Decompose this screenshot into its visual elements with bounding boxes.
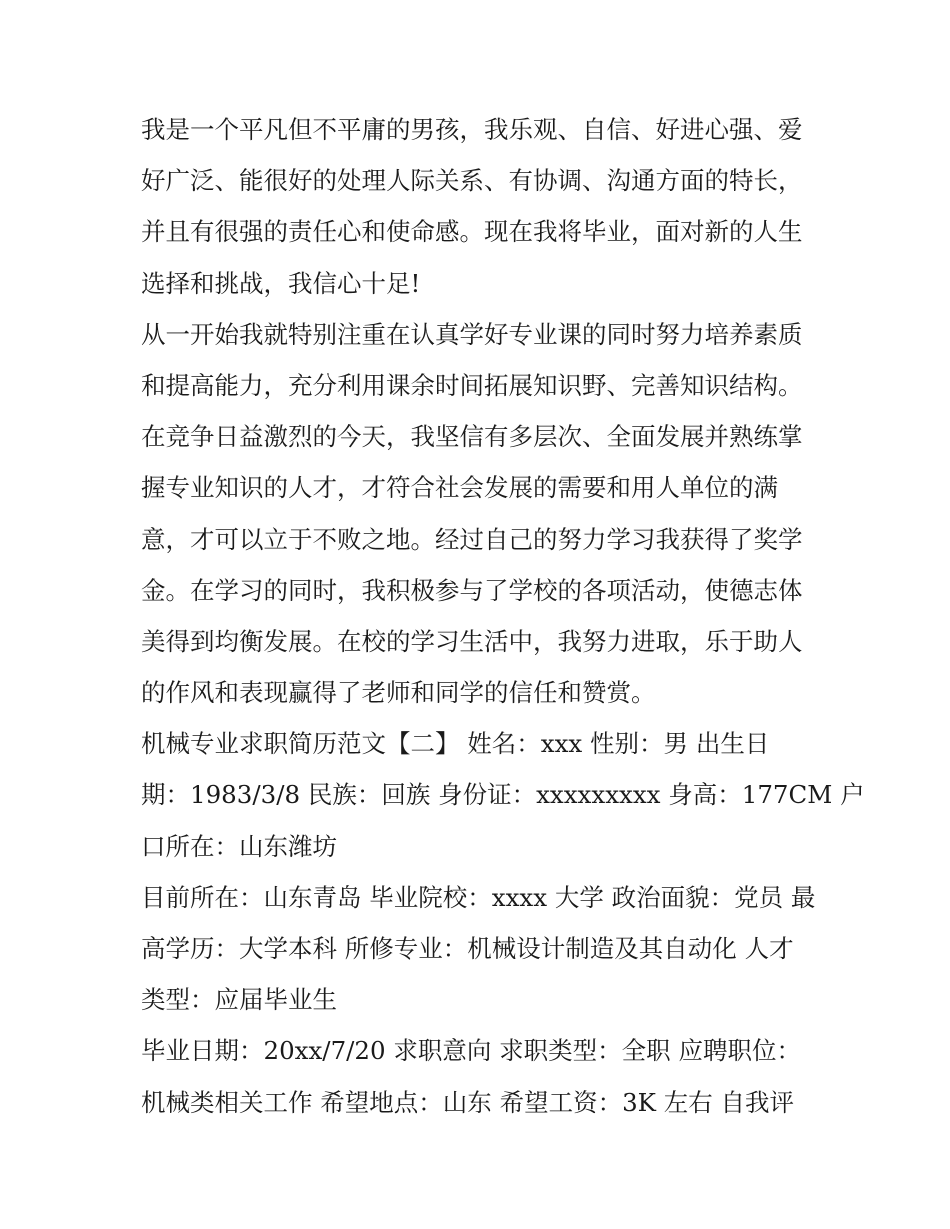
paragraph-resume-basic-info — [141, 718, 865, 872]
text-line: 的作风和表现赢得了老师和同学的信任和赞赏。 — [141, 678, 656, 708]
text-line: 从一开始我就特别注重在认真学好专业课的同时努力培养素质 — [141, 319, 803, 349]
text-line: 目前所在：山东青岛 毕业院校：xxxx 大学 政治面貌：党员 最 — [141, 882, 816, 912]
text-line: 高学历：大学本科 所修专业：机械设计制造及其自动化 人才 — [141, 934, 794, 963]
text-line: 好广泛、能很好的处理人际关系、有协调、沟通方面的特长， — [141, 166, 803, 196]
text-line: 类型：应届毕业生 — [141, 985, 337, 1015]
text-line: 金。在学习的同时，我积极参与了学校的各项活动，使德志体 — [141, 575, 803, 605]
text-line: 我是一个平凡但不平庸的男孩，我乐观、自信、好进心强、爱 — [141, 115, 803, 144]
paragraph-resume-job-intent — [141, 1025, 821, 1127]
paragraph-self-intro — [141, 104, 821, 309]
document-body — [141, 104, 865, 1128]
text-line: 美得到均衡发展。在校的学习生活中，我努力进取，乐于助人 — [141, 626, 803, 656]
text-line: 在竞争日益激烈的今天，我坚信有多层次、全面发展并熟练掌 — [141, 422, 803, 452]
paragraph-resume-education — [141, 872, 821, 1026]
text-line: 意，才可以立于不败之地。经过自己的努力学习我获得了奖学 — [141, 524, 803, 554]
text-line: 并且有很强的责任心和使命感。现在我将毕业，面对新的人生 — [141, 217, 803, 247]
text-line: 机械专业求职简历范文【二】 姓名：xxx 性别：男 出生日 — [141, 729, 770, 759]
text-line: 毕业日期：20xx/7/20 求职意向 求职类型：全职 应聘职位： — [141, 1036, 801, 1066]
text-line: 选择和挑战，我信心十足! — [141, 268, 421, 298]
text-line: 口所在：山东潍坊 — [141, 831, 337, 861]
text-line: 期：1983/3/8 民族：回族 身份证：xxxxxxxxx 身高：177CM 户 — [141, 780, 865, 810]
text-line: 机械类相关工作 希望地点：山东 希望工资：3K 左右 自我评 — [141, 1087, 795, 1117]
text-line: 握专业知识的人才，才符合社会发展的需要和用人单位的满 — [141, 473, 778, 503]
paragraph-study — [141, 309, 821, 719]
text-line: 和提高能力，充分利用课余时间拓展知识野、完善知识结构。 — [141, 370, 803, 400]
